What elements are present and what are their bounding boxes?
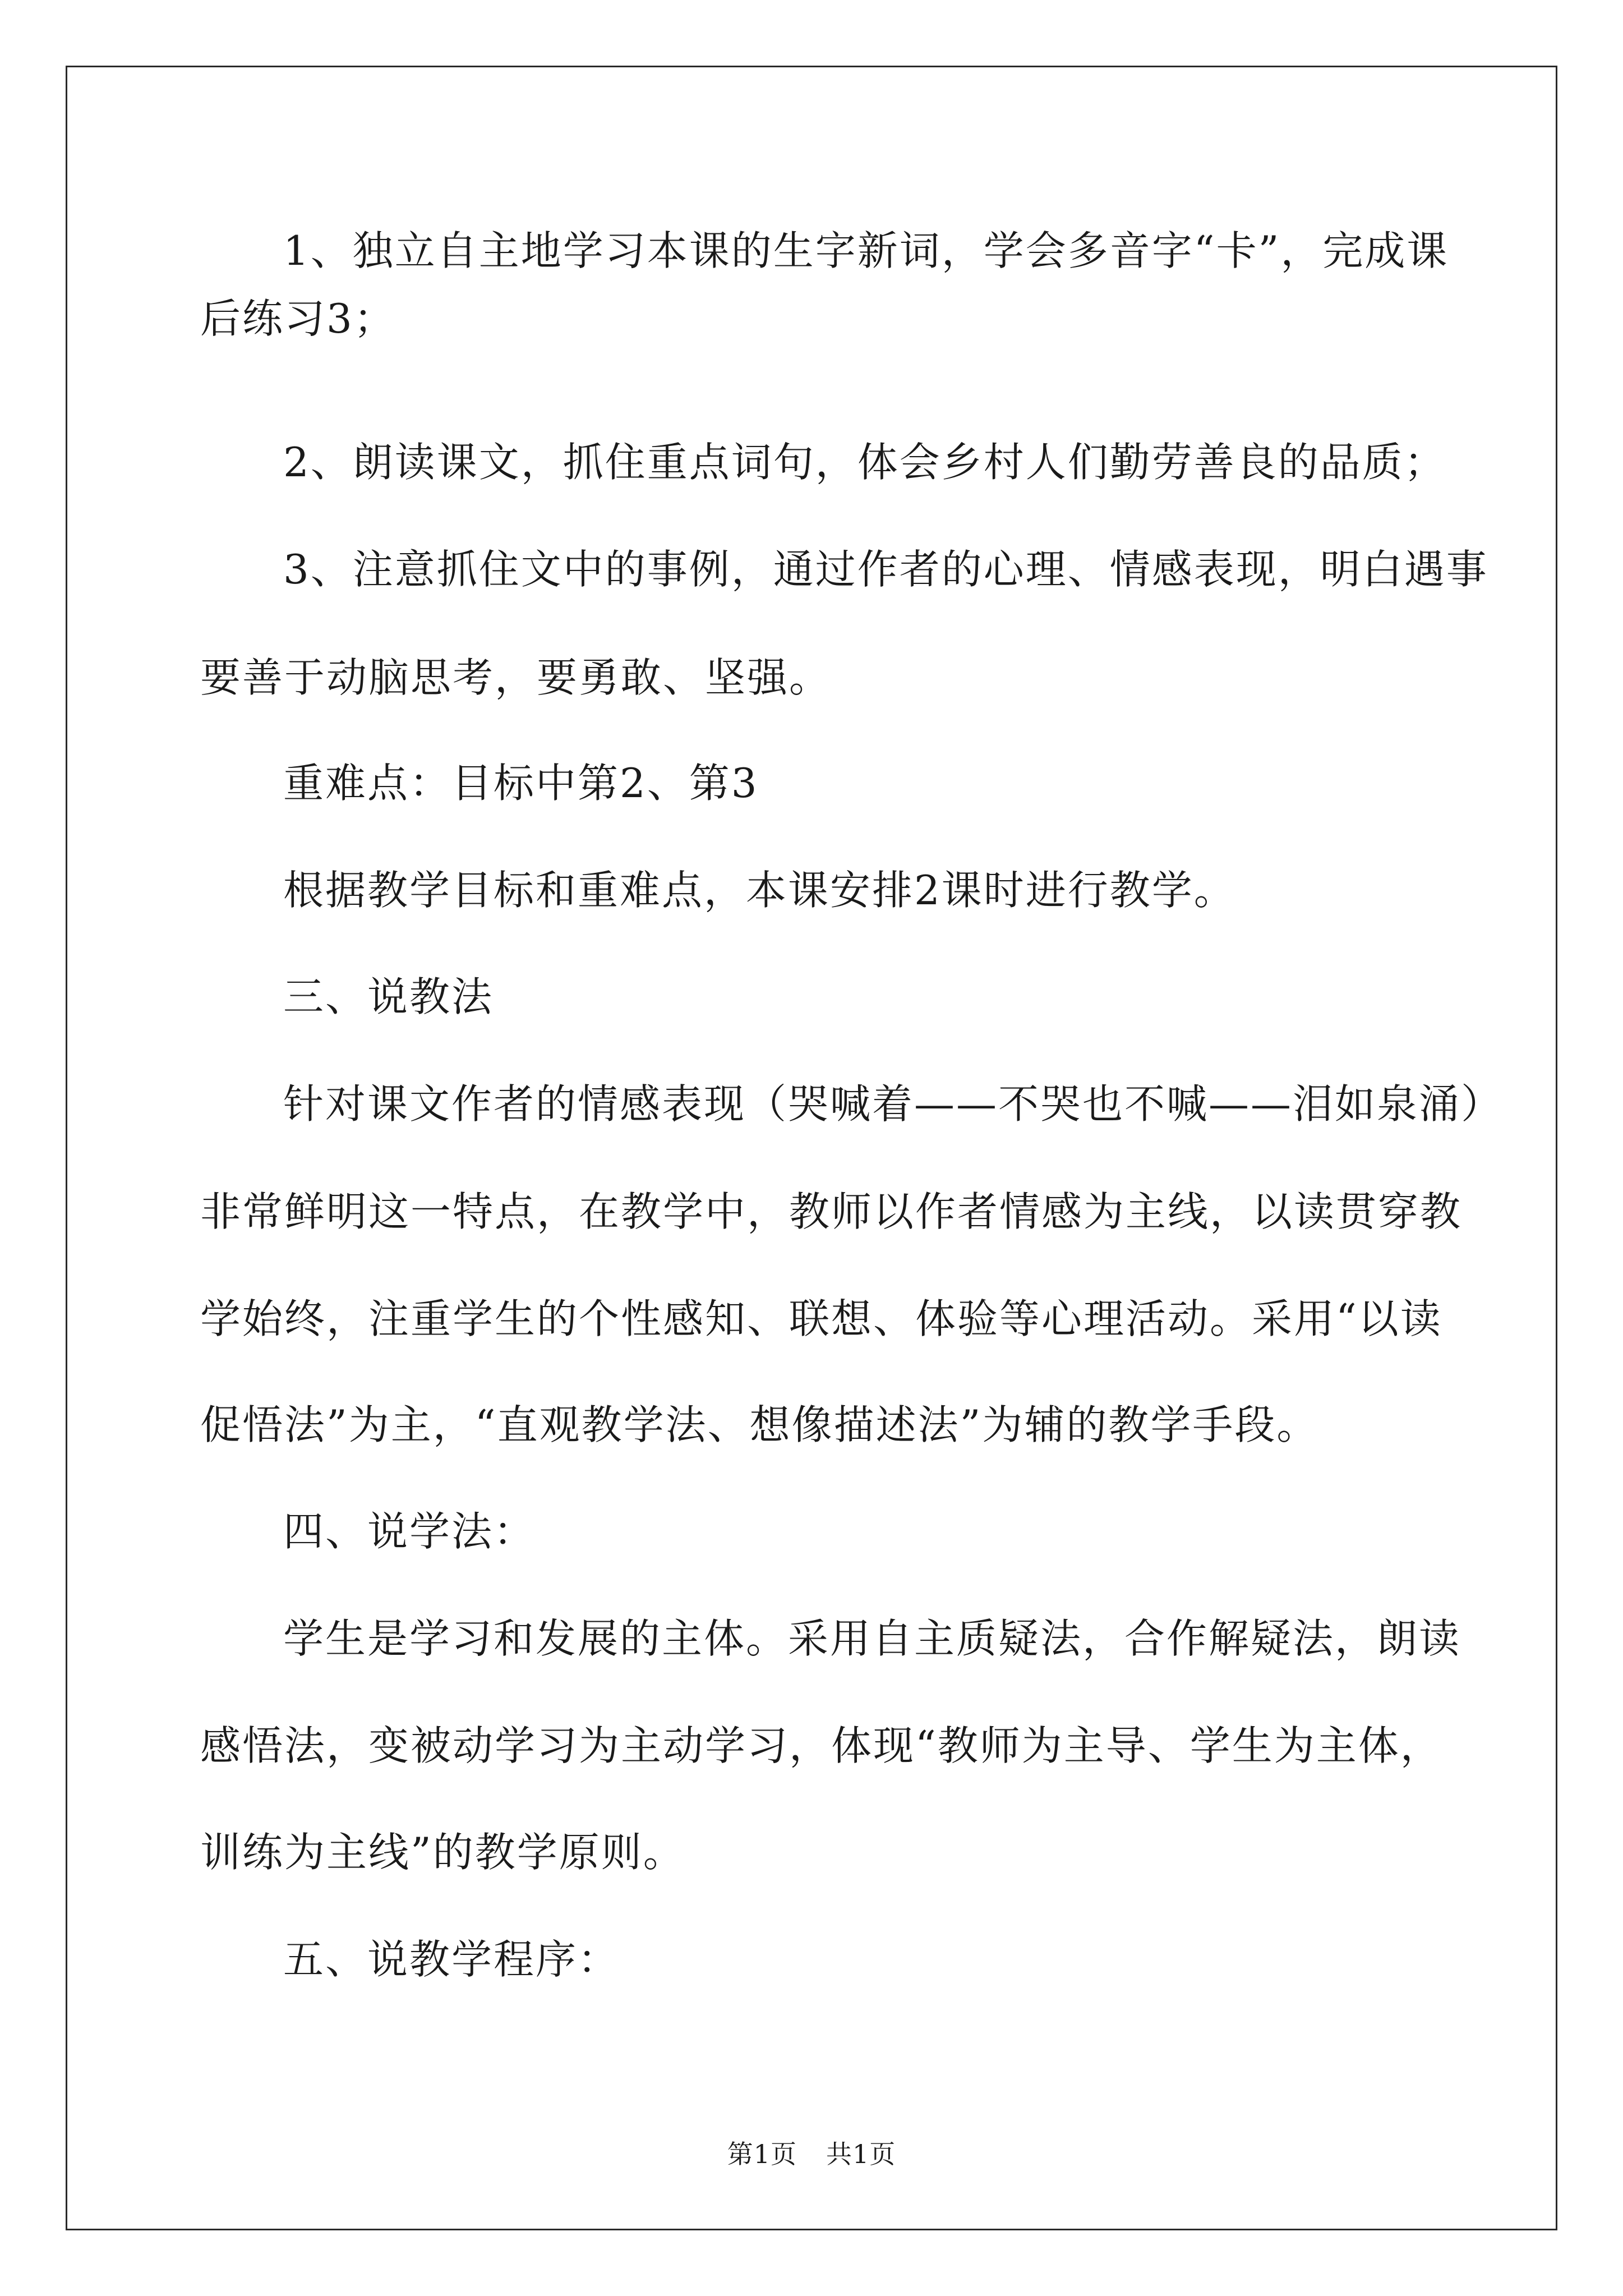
paragraph-line: 学生是学习和发展的主体。采用自主质疑法，合作解疑法，朗读 <box>283 1615 1461 1662</box>
paragraph-line: 重难点：目标中第2、第3 <box>283 760 759 807</box>
page-footer <box>0 2137 1623 2171</box>
page-number: 第1页 <box>727 2139 797 2169</box>
paragraph-line: 针对课文作者的情感表现（哭喊着——不哭也不喊——泪如泉涌） <box>283 1080 1504 1128</box>
page-border <box>66 66 1557 2230</box>
paragraph-line: 后练习3； <box>200 295 396 342</box>
section-heading: 三、说教法 <box>283 973 494 1020</box>
paragraph-line: 训练为主线”的教学原则。 <box>200 1829 685 1876</box>
paragraph-line: 要善于动脑思考，要勇敢、坚强。 <box>200 654 832 701</box>
paragraph-line: 感悟法，变被动学习为主动学习，体现“教师为主导、学生为主体， <box>200 1722 1442 1769</box>
paragraph-line: 学始终，注重学生的个性感知、联想、体验等心理活动。采用“以读 <box>200 1295 1442 1342</box>
section-heading: 五、说教学程序： <box>283 1936 620 1983</box>
section-heading: 四、说学法： <box>283 1508 536 1555</box>
paragraph-line: 根据教学目标和重难点，本课安排2课时进行教学。 <box>283 867 1236 914</box>
page-total: 共1页 <box>826 2139 896 2169</box>
paragraph-line: 非常鲜明这一特点，在教学中，教师以作者情感为主线，以读贯穿教 <box>200 1188 1463 1235</box>
paragraph-line: 1、独立自主地学习本课的生字新词，学会多音字“卡”，完成课 <box>283 227 1449 274</box>
paragraph-line: 2、朗读课文，抓住重点词句，体会乡村人们勤劳善良的品质； <box>283 439 1446 486</box>
paragraph-line: 促悟法”为主，“直观教学法、想像描述法”为辅的教学手段。 <box>200 1401 1319 1448</box>
paragraph-line: 3、注意抓住文中的事例，通过作者的心理、情感表现，明白遇事 <box>283 546 1488 593</box>
